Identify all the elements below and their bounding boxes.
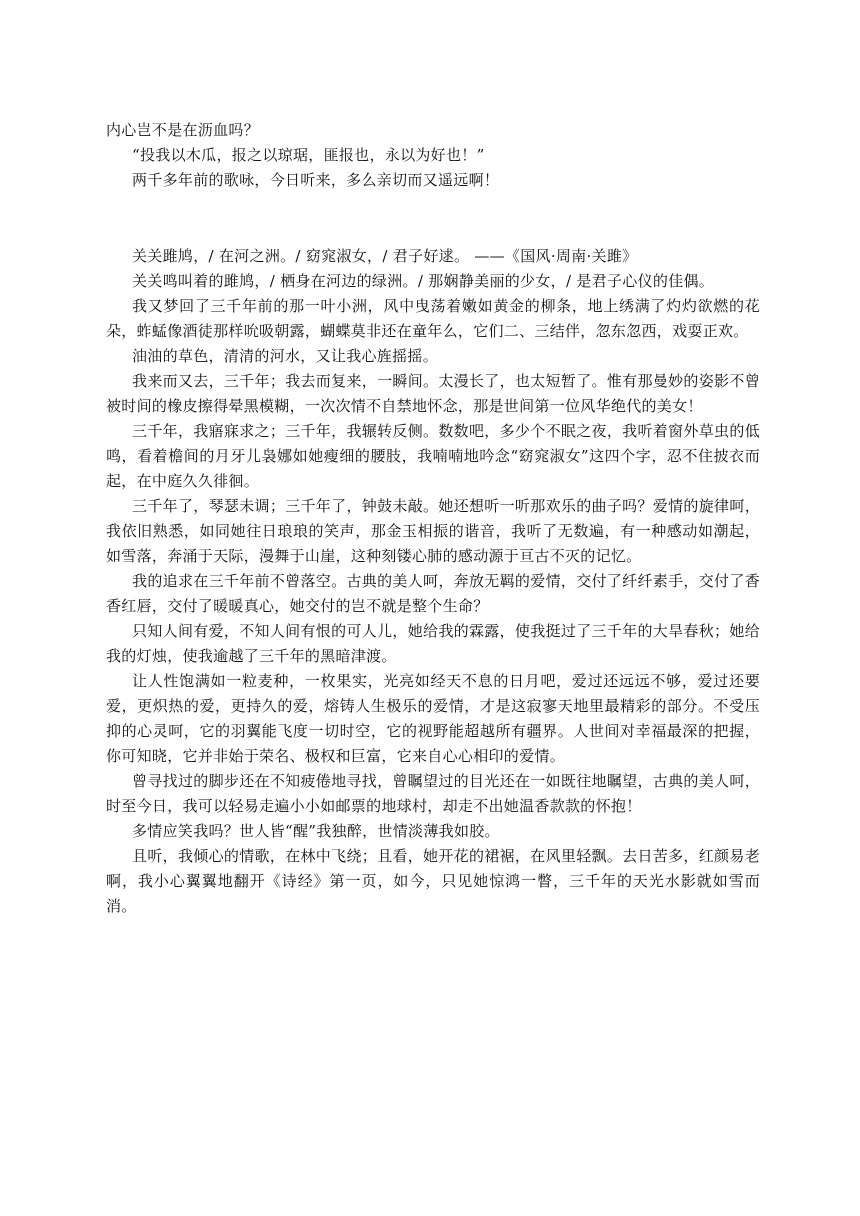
- essay-body: [106, 244, 760, 919]
- paragraph: 油油的草色，清清的河水，又让我心旌摇摇。: [132, 347, 439, 365]
- paragraph: 我的追求在三千年前不曾落空。古典的美人呵，奔放无羁的爱情，交付了纤纤素手，交付了香香红唇，交付了暖暖真心，她交付的岂不就是整个生命？: [106, 572, 760, 615]
- paragraph: 我又梦回了三千年前的那一叶小洲，风中曳荡着嫩如黄金的柳条，地上绣满了灼灼欲燃的花朵，蚱蜢像酒徒那样吮吸朝露，蝴蝶莫非还在童年么，它们二、三结伴，忽东忽西，戏耍正欢。: [106, 297, 760, 340]
- poem-translation: 关关鸣叫着的雎鸠，/ 栖身在河边的绿洲。/ 那娴静美丽的少女，/ 是君子心仪的佳偶。: [132, 272, 715, 290]
- paragraph: 三千年了，琴瑟未调；三千年了，钟鼓未敲。她还想听一听那欢乐的曲子吗？爱情的旋律呵，我依旧熟悉，如同她往日琅琅的笑声，那金玉相振的谐音，我听了无数遍，有一种感动如潮起，如雪落，奔涌于天际，漫舞于山崖，这种刻镂心肺的感动源于亘古不灭的记忆。: [106, 497, 760, 565]
- paragraph: 三千年，我寤寐求之；三千年，我辗转反侧。数数吧，多少个不眠之夜，我听着窗外草虫的低鸣，看着檐间的月牙儿袅娜如她瘦细的腰肢，我喃喃地吟念“窈窕淑女”这四个字，忍不住披衣而起，在中庭久久徘徊。: [106, 422, 760, 490]
- paragraph: 我来而又去，三千年；我去而复来，一瞬间。太漫长了，也太短暂了。惟有那曼妙的姿影不曾被时间的橡皮擦得晕黑模糊，一次次情不自禁地怀念，那是世间第一位风华绝代的美女！: [106, 372, 760, 415]
- intro-section: [106, 118, 760, 193]
- paragraph: 多情应笑我吗？世人皆“醒”我独醉，世情淡薄我如胶。: [132, 822, 500, 840]
- intro-line: 两千多年前的歌咏，今日听来，多么亲切而又遥远啊！: [132, 171, 500, 189]
- paragraph: 只知人间有爱，不知人间有恨的可人儿，她给我的霖露，使我挺过了三千年的大旱春秋；她给我的灯烛，使我逾越了三千年的黑暗津渡。: [106, 622, 760, 665]
- paragraph: 让人性饱满如一粒麦种，一枚果实，光亮如经天不息的日月吧，爱过还远远不够，爱过还要爱，更炽热的爱，更持久的爱，熔铸人生极乐的爱情，才是这寂寥天地里最精彩的部分。不受压抑的心灵呵，它的羽翼能飞度一切时空，它的视野能超越所有疆界。人世间对幸福最深的把握，你可知晓，它并非始于荣名、极权和巨富，它来自心心相印的爱情。: [106, 672, 760, 765]
- poem-original: 关关雎鸠，/ 在河之洲。/ 窈窕淑女，/ 君子好逑。 ——《国风·周南·关雎》: [132, 247, 638, 265]
- intro-line: 内心岂不是在沥血吗？: [106, 121, 260, 139]
- paragraph: 且听，我倾心的情歌，在林中飞绕；且看，她开花的裙裾，在风里轻飘。去日苦多，红颜易老啊，我小心翼翼地翻开《诗经》第一页，如今，只见她惊鸿一瞥，三千年的天光水影就如雪而消。: [106, 847, 760, 915]
- quote-line: “投我以木瓜，报之以琼琚，匪报也，永以为好也！”: [132, 146, 485, 164]
- paragraph: 曾寻找过的脚步还在不知疲倦地寻找，曾瞩望过的目光还在一如既往地瞩望，古典的美人呵，时至今日，我可以轻易走遍小小如邮票的地球村，却走不出她温香款款的怀抱！: [106, 772, 760, 815]
